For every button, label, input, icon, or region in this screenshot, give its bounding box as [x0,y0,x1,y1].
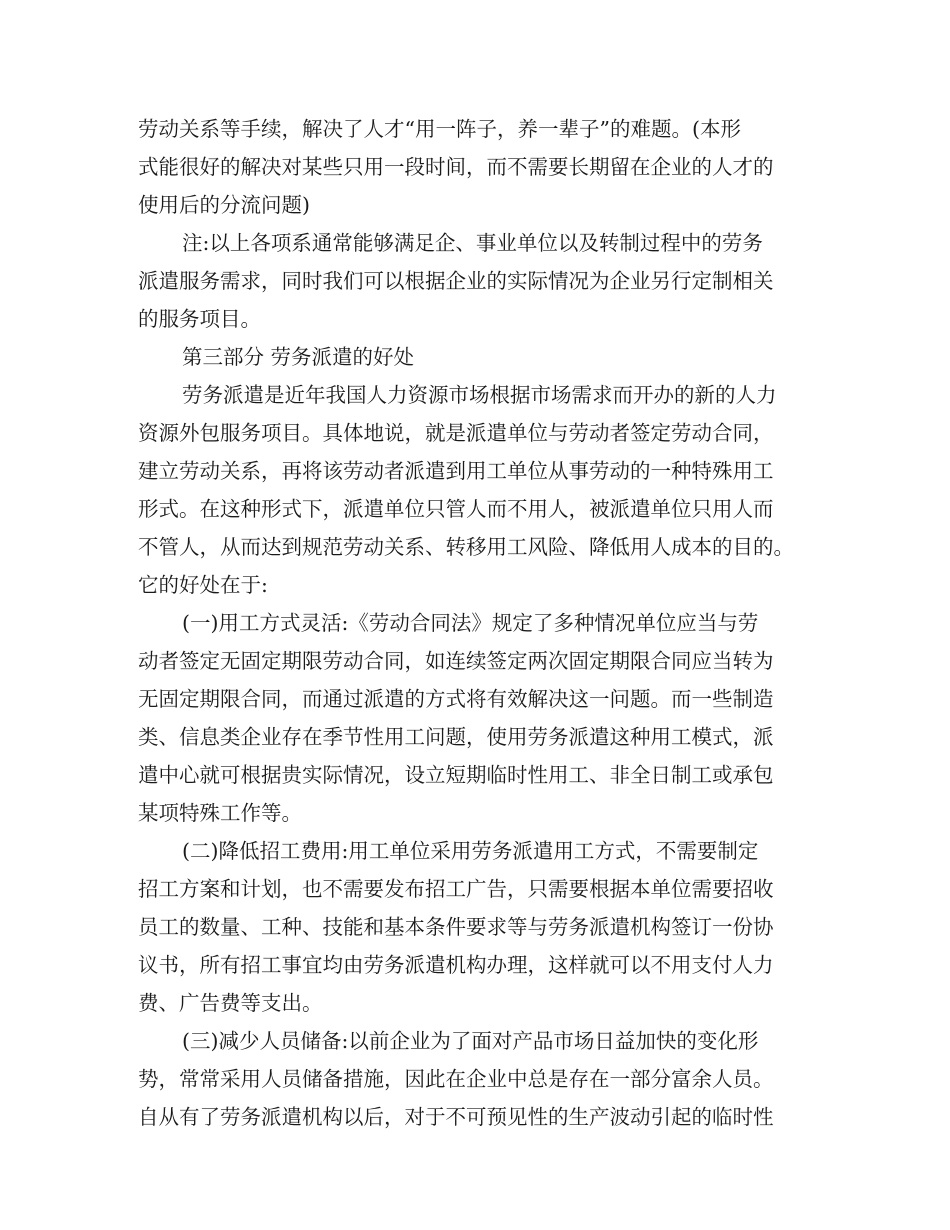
text-line: 形式。在这种形式下，派遣单位只管人而不用人，被派遣单位只用人而 [138,497,774,521]
text-line: 招工方案和计划，也不需要发布招工广告，只需要根据本单位需要招收 [138,877,774,901]
text-line: 遣中心就可根据贵实际情况，设立短期临时性用工、非全日制工或承包 [138,763,774,787]
text-line: 劳务派遣是近年我国人力资源市场根据市场需求而开办的新的人力 [182,383,777,407]
text-line: 议书，所有招工事宜均由劳务派遣机构办理，这样就可以不用支付人力 [138,953,774,977]
text-line: 无固定期限合同，而通过派遣的方式将有效解决这一问题。而一些制造 [138,687,774,711]
text-line: 使用后的分流问题) [138,193,310,217]
text-line: 自从有了劳务派遣机构以后，对于不可预见性的生产波动引起的临时性 [138,1105,774,1129]
text-line: (三)减少人员储备:以前企业为了面对产品市场日益加快的变化形 [182,1029,759,1053]
text-line: 式能很好的解决对某些只用一段时间，而不需要长期留在企业的人才的 [138,155,774,179]
text-line: 派遣服务需求，同时我们可以根据企业的实际情况为企业另行定制相关 [138,269,774,293]
text-line: 劳动关系等手续，解决了人才“用一阵子，养一辈子”的难题。(本形 [138,117,741,141]
text-line: 不管人，从而达到规范劳动关系、转移用工风险、降低用人成本的目的。 [138,535,794,559]
text-line: 资源外包服务项目。具体地说，就是派遣单位与劳动者签定劳动合同， [138,421,774,445]
text-line: 类、信息类企业存在季节性用工问题，使用劳务派遣这种用工模式，派 [138,725,774,749]
text-line: 它的好处在于: [138,573,268,597]
text-line: (一)用工方式灵活:《劳动合同法》规定了多种情况单位应当与劳 [182,611,759,635]
text-line: 员工的数量、工种、技能和基本条件要求等与劳务派遣机构签订一份协 [138,915,774,939]
text-line: 某项特殊工作等。 [138,801,302,825]
text-line: 的服务项目。 [138,307,261,331]
text-line: 费、广告费等支出。 [138,991,323,1015]
text-line: 建立劳动关系，再将该劳动者派遣到用工单位从事劳动的一种特殊用工 [138,459,774,483]
text-line: 注:以上各项系通常能够满足企、事业单位以及转制过程中的劳务 [182,231,763,255]
text-line: 动者签定无固定期限劳动合同，如连续签定两次固定期限合同应当转为 [138,649,774,673]
text-line: 势，常常采用人员储备措施，因此在企业中总是存在一部分富余人员。 [138,1067,774,1091]
text-line: 第三部分 劳务派遣的好处 [182,345,415,369]
text-line: (二)降低招工费用:用工单位采用劳务派遣用工方式，不需要制定 [182,839,759,863]
